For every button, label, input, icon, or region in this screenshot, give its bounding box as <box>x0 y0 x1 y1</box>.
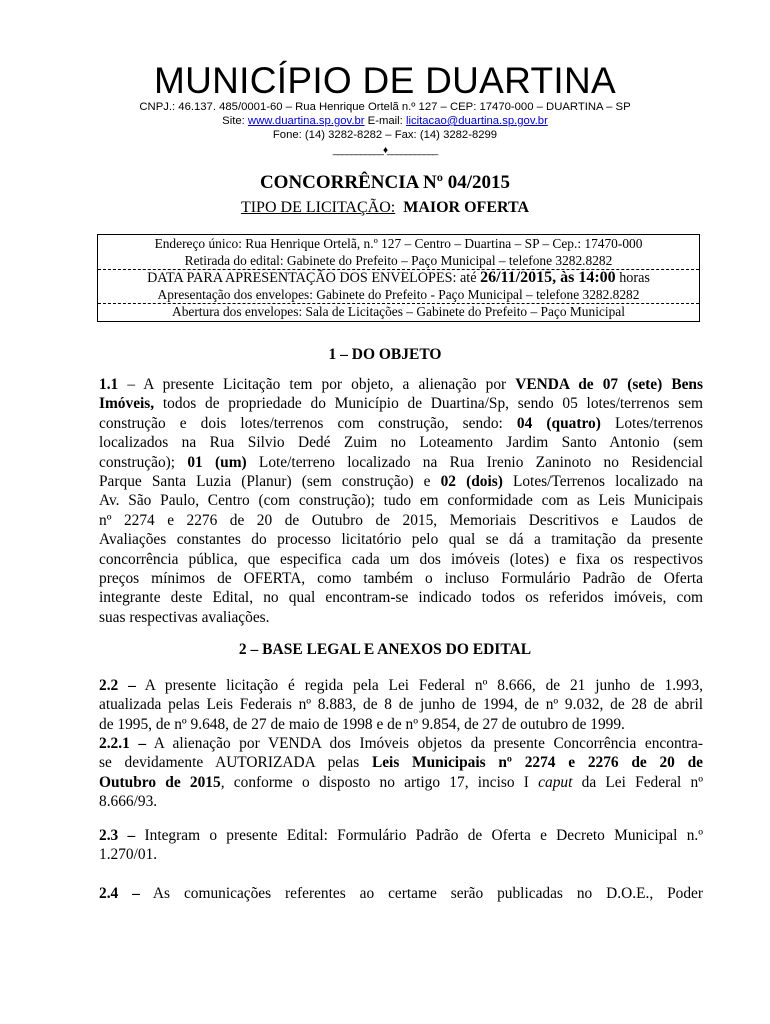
email-link[interactable]: licitacao@duartina.sp.gov.br <box>405 115 548 127</box>
header-address: CNPJ.: 46.137. 485/0001-60 – Rua Henrique Ortelã n.º 127 – CEP: 17470-000 – DUARTINA – SP <box>139 101 631 113</box>
info-abertura: Abertura dos envelopes: Sala de Licitações – Gabinete do Prefeito – Paço Municipal <box>98 303 699 321</box>
tipo-value: MAIOR OFERTA <box>403 199 530 216</box>
header-divider: ___________♦___________ <box>332 145 438 156</box>
header-contact <box>0 114 770 128</box>
tipo-licitacao <box>0 198 770 218</box>
info-apresentacao: Apresentação dos envelopes: Gabinete do Prefeito - Paço Municipal – telefone 3282.8282 <box>157 286 640 302</box>
header-phone: Fone: (14) 3282-8282 – Fax: (14) 3282-8299 <box>272 129 498 141</box>
municipality-title: MUNICÍPIO DE DUARTINA <box>154 60 616 101</box>
info-retirada: Retirada do edital: Gabinete do Prefeito – Paço Municipal – telefone 3282.8282 <box>184 252 613 268</box>
tipo-label: TIPO DE LICITAÇÃO: <box>240 199 396 216</box>
paragraph-2-2: 2.2 – A presente licitação é regida pela Lei Federal nº 8.666, de 21 junho de 1.993, atualizada pelas Leis Federais nº 8.883, de 8 de junho de 1994, de nº 9.032, de 28 de abril de 1995, de nº 9.648, de 27 de maio de 1998 e de nº 9.854, de 27 de outubro de 1999. <box>99 677 703 733</box>
email-label: E-mail: <box>364 115 406 127</box>
section-1-title: 1 – DO OBJETO <box>328 346 442 363</box>
section-2-title: 2 – BASE LEGAL E ANEXOS DO EDITAL <box>238 641 532 658</box>
info-box <box>97 234 700 322</box>
paragraph-2-3: 2.3 – Integram o presente Edital: Formulário Padrão de Oferta e Decreto Municipal n.º 1.270/01. <box>99 827 704 864</box>
info-data-prefix: DATA PARA APRESENTAÇÃO DOS ENVELOPES: até <box>147 270 481 287</box>
paragraph-2-4: 2.4 – As comunicações referentes ao certame serão publicadas no D.O.E., Poder <box>99 885 703 902</box>
site-link[interactable]: www.duartina.sp.gov.br <box>247 115 365 127</box>
info-data <box>98 269 699 287</box>
site-label: Site: <box>222 115 248 127</box>
paragraph-2-2-1: 2.2.1 – A alienação por VENDA dos Imóveis objetos da presente Concorrência encontra- se devidamente AUTORIZADA pelas Leis Municipais nº 2274 e 2276 de 20 de Outubro de 2015, conforme o disposto no artigo 17, inciso I caput da Lei Federal nº 8.666/93. <box>99 735 704 811</box>
info-endereco: Endereço único: Rua Henrique Ortelã, n.º 127 – Centro – Duartina – SP – Cep.: 17470-000 <box>154 236 643 251</box>
info-data-value: 26/11/2015, às 14:00 <box>480 269 616 287</box>
info-data-suffix: horas <box>615 270 650 287</box>
paragraph-1-1: 1.1 – A presente Licitação tem por objeto, a alienação por VENDA de 07 (sete) Bens Imóveis, todos de propriedade do Município de Duartina/Sp, sendo 05 lotes/terrenos sem construção e dois lotes/terrenos com construção, sendo: 04 (quatro) Lotes/terrenos localizados na Rua Silvio Dedé Zuim no Loteamento Jardim Santo Antonio (sem construção); 01 (um) Lote/terreno localizado na Rua Irenio Zaninoto no Residencial Parque Santa Luzia (Planur) (sem construção) e 02 (dois) Lotes/Terrenos localizado na Av. São Paulo, Centro (com construção); tudo em conformidade com as Leis Municipais nº 2274 e 2276 de 20 de Outubro de 2015, Memoriais Descritivos e Laudos de Avaliações constantes do processo licitatório pelo qual se dá a tramitação da presente concorrência pública, que especifica cada um dos imóveis (lotes) e fixa os respectivos preços mínimos de OFERTA, como também o incluso Formulário Padrão de Oferta integrante deste Edital, no qual encontram-se indicado todos os referidos imóveis, com suas respectivas avaliações. <box>99 376 703 626</box>
document-title: CONCORRÊNCIA Nº 04/2015 <box>259 172 511 193</box>
